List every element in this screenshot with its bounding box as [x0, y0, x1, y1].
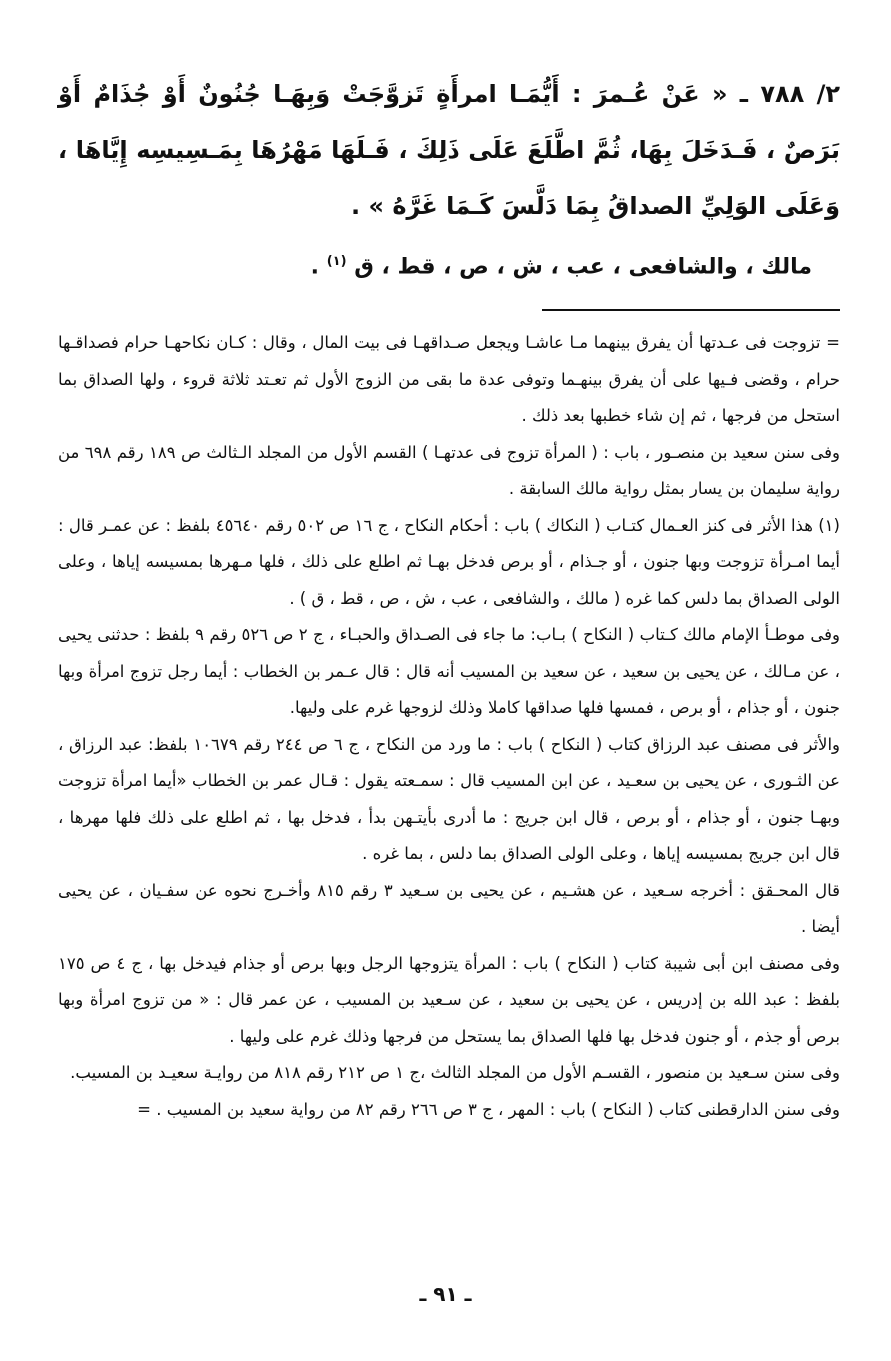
sources-line: مالك ، والشافعى ، عب ، ش ، ص ، قط ، ق $^{(١)}$ . — [310, 254, 812, 280]
page-number: ـ ٩١ ـ — [419, 1282, 472, 1306]
hadith-text: ٢/ ٧٨٨ ـ « عَنْ عُـمرَ : أَيُّمَـا امرأَةٍ تَزوَّجَتْ وَبِهَـا جُنُونٌ أَوْ جُذَامٌ أَوْ بَرَصٌ ، فَـدَخَلَ بِهَا، ثُمَّ اطَّلَعَ عَلَى ذَلِكَ ، فَـلَهَا مَهْرُهَا بِمَـسِيسِه إِيَّاهَا ، وَعَلَى الوَلِيِّ الصداقُ بِمَا دَلَّسَ كَـمَا غَرَّهُ » . — [58, 80, 840, 220]
footnote-paragraph: وفى موطـأ الإمام مالك كـتاب ( النكاح ) بـاب: ما جاء فى الصـداق والحبـاء ، ج ٢ ص ٥٢٦ رقم ٩ بلفظ : حدثنى يحيى ، عن مـالك ، عن يحيى بن سعيد ، عن سعيد بن المسيب أنه قال : قال عـمر بن الخطاب : أيما رجل تزوج امرأة وبها جنون ، أو جذام ، أو برص ، فمسها فلها صداقها كاملا وذلك لزوجها غرم على وليها. — [58, 625, 840, 718]
footnote-paragraph: وفى سنن سعيد بن منصـور ، باب : ( المرأة تزوج فى عدتهـا ) القسم الأول من المجلد الـثالث ص ١٨٩ رقم ٦٩٨ من رواية سليمان بن يسار بمثل رواية مالك السابقة . — [58, 442, 840, 499]
sources-list: مالك ، والشافعى ، عب ، ش ، ص ، قط ، ق — [354, 254, 812, 280]
footnote-paragraph: والأثر فى مصنف عبد الرزاق كتاب ( النكاح ) باب : ما ورد من النكاح ، ج ٦ ص ٢٤٤ رقم ١٠٦٧٩ بلفظ: عبد الرزاق ، عن الثـورى ، عن يحيى بن سعـيد ، عن ابن المسيب قال : سمـعته يقول : قـال عمر بن الخطاب «أيما امرأة تزوجت وبهـا جنون ، أو جذام ، أو برص ، قال ابن جريج : ما أدرى بأيتـهن بدأ ، فدخل بها ، ثم اطلع على ذلك فلها مهرها ، قال ابن جريج بمسيسه إياها ، وعلى الولى الصداق بما دلس ، بما غره . — [58, 734, 840, 864]
footnote-paragraph: قال المحـقق : أخرجه سـعيد ، عن هشـيم ، عن يحيى بن سـعيد ٣ رقم ٨١٥ وأخـرج نحوه عن سفـيان ، عن يحيى أيضا . — [58, 880, 840, 937]
footnote-paragraph: وفى سنن سـعيد بن منصور ، القسـم الأول من المجلد الثالث ،ج ١ ص ٢١٢ رقم ٨١٨ من روايـة سعيـد بن المسيب. — [70, 1063, 840, 1083]
footnote-divider — [542, 309, 840, 311]
footnote-paragraph: وفى مصنف ابن أبى شيبة كتاب ( النكاح ) باب : المرأة يتزوجها الرجل وبها برص أو جذام فيدخل بها ، ج ٤ ص ١٧٥ بلفظ : عبد الله بن إدريس ، عن يحيى بن سعيد ، عن سـعيد بن المسيب ، عن عمر قال : « من تزوج امرأة وبها برص أو جذم ، أو جنون فدخل بها فلها الصداق بما يستحل من فرجها وذلك غرم على وليها . — [58, 953, 840, 1046]
page-body — [58, 66, 840, 1128]
footnote-paragraph: (١) هذا الأثر فى كنز العـمال كتـاب ( النكاك ) باب : أحكام النكاح ، ج ١٦ ص ٥٠٢ رقم ٤٥٦٤٠ بلفظ : عن عمـر قال : أيما امـرأة تزوجت وبها جنون ، أو جـذام ، أو برص فدخل بهـا ثم اطلع على ذلك ، فلها مـهرها بمسيسه إياها ، وعلى الولى الصداق بما دلس كما غره ( مالك ، والشافعى ، عب ، ش ، ص ، قط ، ق ) . — [58, 515, 840, 608]
footnote-marker: (١) — [326, 254, 347, 269]
footnote-paragraph: وفى سنن الدارقطنى كتاب ( النكاح ) باب : المهر ، ج ٣ ص ٢٦٦ رقم ٨٢ من رواية سعيد بن المسيب . = — [137, 1099, 840, 1119]
footnote-continuation: = تزوجت فى عـدتها أن يفرق بينهما مـا عاشـا ويجعل صـداقهـا فى بيت المال ، وقال : كـان نكاحهـا حرام فصداقـها حرام ، وقضى فـيها على أن يفرق بينهـما وتوفى عدة ما بقى من الزوج الأول ثم تعـتد ثلاثة قروء ، ولها الصداق بما استحل من فرجها ، ثم إن شاء خطبها بعد ذلك . — [58, 333, 840, 426]
